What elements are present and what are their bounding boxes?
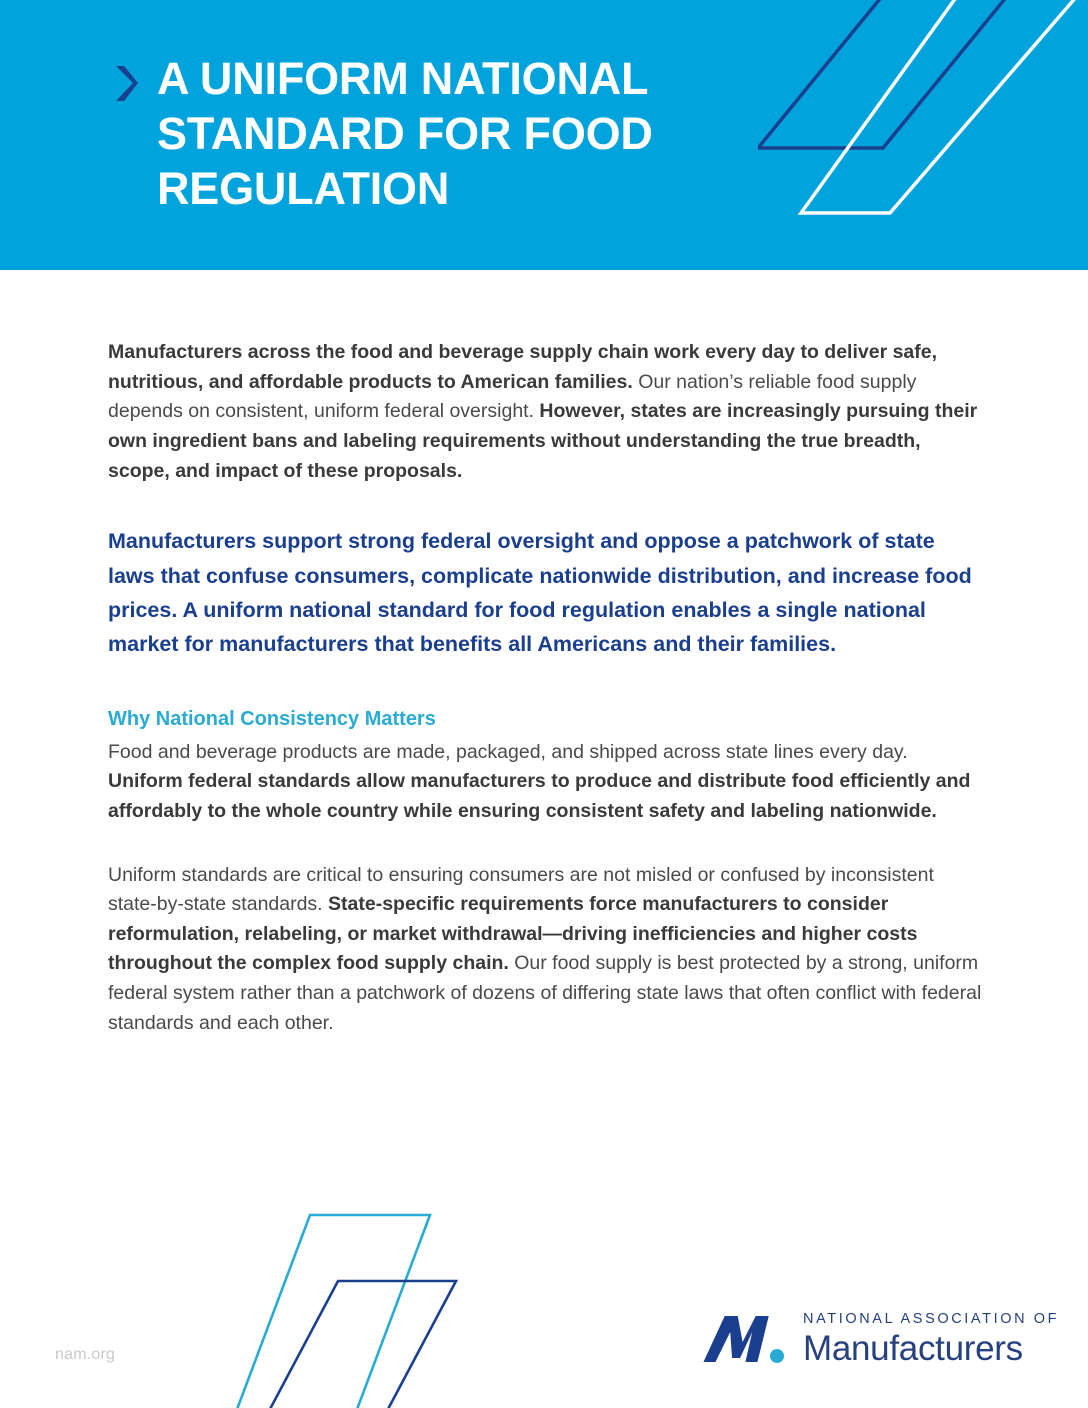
paragraph-consistency <box>108 738 984 827</box>
header-navy-parallelogram <box>758 0 1053 148</box>
paragraph-lead-seg-3: However, states are increasingly pursuing their own ingredient bans and labeling requirements without understanding the true breadth, scope, and impact of these proposals. <box>108 400 978 482</box>
footer-cyan-parallelogram <box>230 1215 430 1408</box>
page-title: A UNIFORM NATIONAL STANDARD FOR FOOD REGULATION <box>157 53 653 214</box>
paragraph-uniform-seg-3: Our food supply is best protected by a strong, uniform federal system rather than a patchwork of dozens of differing state laws that often conflict with federal standards and each other. <box>108 952 982 1034</box>
page-header-band <box>0 0 1088 270</box>
nam-m-mark-icon <box>703 1308 789 1370</box>
chevron-right-icon <box>111 62 141 106</box>
nam-logo[interactable] <box>703 1308 1059 1370</box>
paragraph-uniform-standards <box>108 861 984 1039</box>
nam-logo-dot <box>770 1349 784 1363</box>
document-body <box>108 338 984 1038</box>
nam-logo-line-1: NATIONAL ASSOCIATION OF <box>803 1311 1060 1328</box>
nam-logo-text <box>803 1312 1059 1366</box>
header-slash-decoration <box>758 0 1088 270</box>
paragraph-consistency-seg-1: Food and beverage products are made, packaged, and shipped across state lines every day. <box>108 740 908 763</box>
paragraph-uniform-seg-2: State-specific requirements force manufacturers to consider reformulation, relabeling, or market withdrawal—driving inefficiencies and higher costs throughout the complex food supply chain. <box>108 893 918 975</box>
paragraph-lead-seg-1: Manufacturers across the food and beverage supply chain work every day to deliver safe, nutritious, and affordable products to American families. <box>108 341 938 393</box>
footer-url[interactable]: nam.org <box>55 1346 116 1363</box>
paragraph-statement: Manufacturers support strong federal oversight and oppose a patchwork of state laws that confuse consumers, complicate nationwide distribution, and increase food prices. A uniform national standard for food regulation enables a single national market for manufacturers that benefits all Americans and their families. <box>108 529 972 657</box>
nam-logo-line-2: Manufacturers <box>803 1328 1023 1368</box>
paragraph-consistency-seg-2: Uniform federal standards allow manufacturers to produce and distribute food efficiently and affordably to the whole country while ensuring consistent safety and labeling nationwide. <box>108 770 971 822</box>
footer-slash-decoration <box>230 1193 630 1408</box>
paragraph-lead <box>108 338 984 486</box>
paragraph-uniform-seg-1: Uniform standards are critical to ensuring consumers are not misled or confused by inconsistent state-by-state standards. <box>108 863 934 916</box>
paragraph-lead-seg-2: Our nation’s reliable food supply depends on consistent, uniform federal oversight. <box>108 370 917 423</box>
footer-navy-parallelogram <box>260 1281 456 1408</box>
page-title-block <box>111 52 751 217</box>
section-heading-why-national-consistency-matters: Why National Consistency Matters <box>108 707 436 730</box>
header-white-parallelogram <box>801 0 1088 213</box>
